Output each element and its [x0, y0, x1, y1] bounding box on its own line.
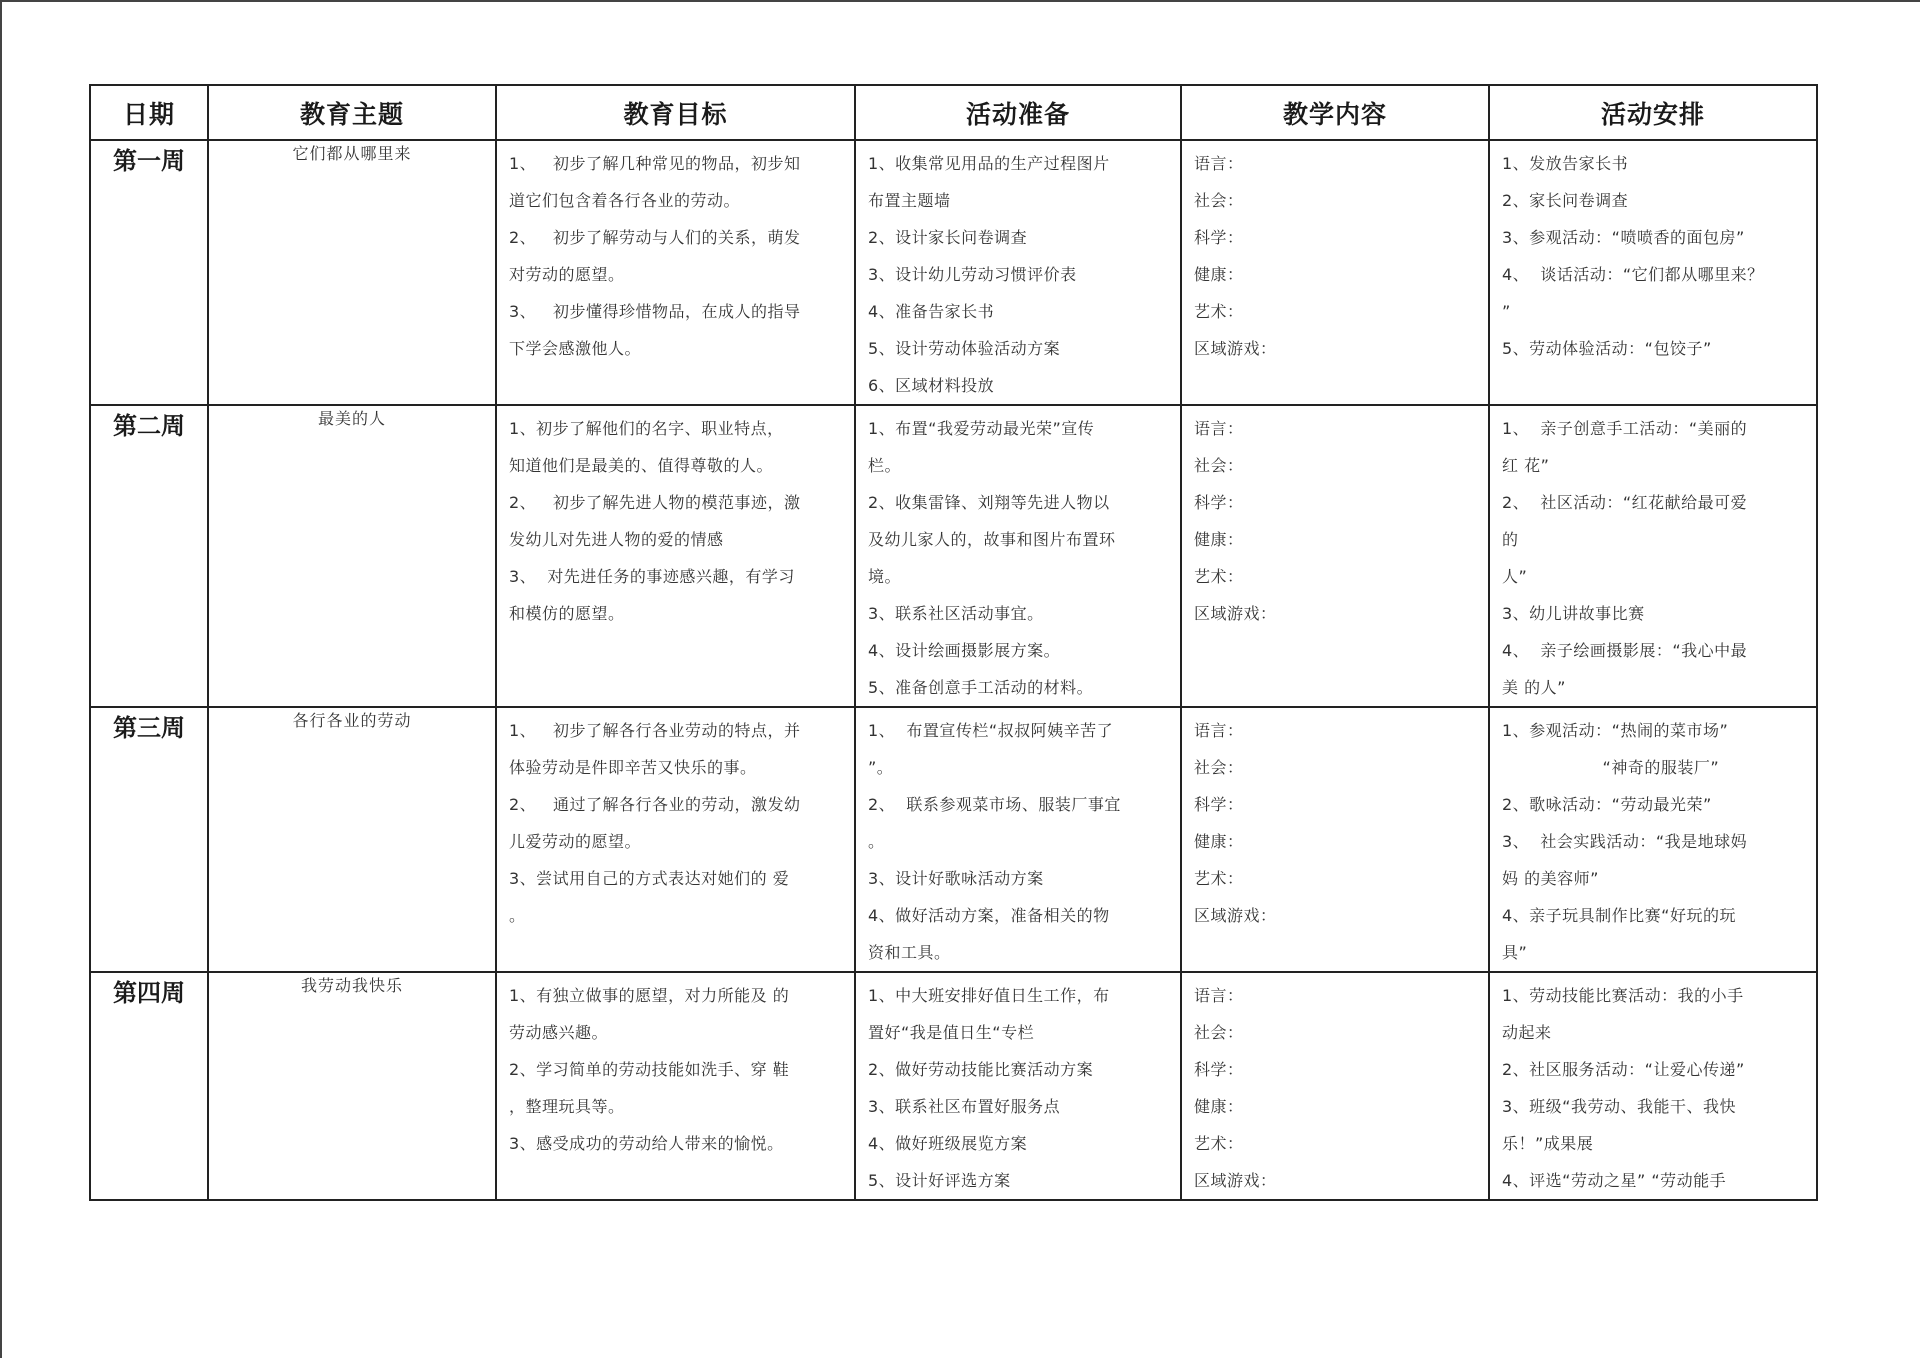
text-line: 2、歌咏活动：“劳动最光荣” [1502, 795, 1712, 814]
text-line: 艺术： [1194, 869, 1244, 888]
content-cell [1181, 140, 1489, 405]
text-line: 语言： [1194, 154, 1244, 173]
content-cell [1181, 707, 1489, 972]
text-line: 2、 社区活动：“红花献给最可爱 [1502, 493, 1748, 512]
arrangement-cell [1489, 972, 1817, 1200]
text-line: 3、联系社区活动事宜。 [868, 604, 1044, 623]
text-line: 的 [1502, 530, 1519, 549]
goals-cell-lines [497, 973, 854, 1162]
text-line: 境。 [868, 567, 902, 586]
text-line: 科学： [1194, 1060, 1244, 1079]
text-line: 区域游戏： [1194, 1171, 1277, 1190]
text-line: 2、 初步了解劳动与人们的关系，萌发 [509, 228, 801, 247]
text-line: 知道他们是最美的、值得尊敬的人。 [509, 456, 774, 475]
theme-cell: 最美的人 [208, 405, 496, 707]
text-line: 3、 社会实践活动：“我是地球妈 [1502, 832, 1748, 851]
goals-cell [496, 972, 855, 1200]
text-line: 5、劳动体验活动：“包饺子” [1502, 339, 1712, 358]
text-line: 和模仿的愿望。 [509, 604, 625, 623]
header-row [90, 85, 1817, 140]
week-row [90, 405, 1817, 707]
text-line: 及幼儿家人的，故事和图片布置环 [868, 530, 1116, 549]
text-line: 对劳动的愿望。 [509, 265, 625, 284]
text-line: 社会： [1194, 191, 1244, 210]
text-line: 1、中大班安排好值日生工作，布 [868, 986, 1110, 1005]
text-line: 4、 亲子绘画摄影展：“我心中最 [1502, 641, 1748, 660]
text-line: 4、准备告家长书 [868, 302, 995, 321]
header-arrangement: 活动安排 [1489, 85, 1817, 140]
goals-cell [496, 140, 855, 405]
text-line: 2、 初步了解先进人物的模范事迹，激 [509, 493, 801, 512]
text-line: 3、设计幼儿劳动习惯评价表 [868, 265, 1077, 284]
header-date: 日期 [90, 85, 208, 140]
text-line: 3、 对先进任务的事迹感兴趣，有学习 [509, 567, 795, 586]
content-cell-lines [1182, 708, 1488, 934]
text-line: 4、亲子玩具制作比赛“好玩的玩 [1502, 906, 1736, 925]
week-label: 第一周 [90, 140, 208, 405]
text-line: 语言： [1194, 419, 1244, 438]
text-line: 下学会感激他人。 [509, 339, 642, 358]
week-row [90, 140, 1817, 405]
text-line: 1、布置“我爱劳动最光荣”宣传 [868, 419, 1095, 438]
arrangement-cell-lines [1490, 141, 1816, 367]
preparation-cell [855, 707, 1181, 972]
arrangement-cell-lines [1490, 406, 1816, 706]
preparation-cell-lines [856, 141, 1180, 404]
text-line: 1、有独立做事的愿望，对力所能及 的 [509, 986, 790, 1005]
text-line: 1、 亲子创意手工活动：“美丽的 [1502, 419, 1748, 438]
text-line: 3、班级“我劳动、我能干、我快 [1502, 1097, 1736, 1116]
text-line: 社会： [1194, 758, 1244, 777]
text-line: 健康： [1194, 530, 1244, 549]
text-line: 道它们包含着各行各业的劳动。 [509, 191, 741, 210]
text-line: 社会： [1194, 456, 1244, 475]
text-line: 。 [868, 832, 885, 851]
text-line: 2、社区服务活动：“让爱心传递” [1502, 1060, 1745, 1079]
text-line: 6、区域材料投放 [868, 376, 995, 395]
text-line: 劳动感兴趣。 [509, 1023, 609, 1042]
text-line: 动起来 [1502, 1023, 1552, 1042]
text-line: 置好“我是值日生“专栏 [868, 1023, 1035, 1042]
text-line: 乐！”成果展 [1502, 1134, 1594, 1153]
text-line: 区域游戏： [1194, 339, 1277, 358]
text-line: 3、设计好歌咏活动方案 [868, 869, 1044, 888]
text-line: 区域游戏： [1194, 604, 1277, 623]
text-line: 体验劳动是件即辛苦又快乐的事。 [509, 758, 757, 777]
text-line: ” [1502, 302, 1511, 321]
arrangement-cell-lines [1490, 708, 1816, 971]
text-line: 1、发放告家长书 [1502, 154, 1629, 173]
text-line: 5、设计好评选方案 [868, 1171, 1011, 1190]
text-line: 美 的人” [1502, 678, 1566, 697]
preparation-cell [855, 972, 1181, 1200]
goals-cell-lines [497, 141, 854, 367]
text-line: 1、 初步了解各行各业劳动的特点，并 [509, 721, 801, 740]
week-label: 第三周 [90, 707, 208, 972]
text-line: 。 [509, 906, 526, 925]
text-line: 儿爱劳动的愿望。 [509, 832, 642, 851]
header-goals: 教育目标 [496, 85, 855, 140]
text-line: 1、初步了解他们的名字、职业特点， [509, 419, 784, 438]
content-cell-lines [1182, 406, 1488, 632]
text-line: 栏。 [868, 456, 902, 475]
text-line: 3、联系社区布置好服务点 [868, 1097, 1061, 1116]
text-line: 语言： [1194, 986, 1244, 1005]
text-line: 4、 谈话活动：“它们都从哪里来？ [1502, 265, 1764, 284]
text-line: 5、设计劳动体验活动方案 [868, 339, 1061, 358]
weekly-plan-table [89, 84, 1818, 1201]
text-line: 2、 联系参观菜市场、服装厂事宜 [868, 795, 1121, 814]
text-line: 2、 通过了解各行各业的劳动，激发幼 [509, 795, 801, 814]
arrangement-cell [1489, 405, 1817, 707]
theme-cell: 各行各业的劳动 [208, 707, 496, 972]
text-line: 红 花” [1502, 456, 1550, 475]
text-line: 3、尝试用自己的方式表达对她们的 爱 [509, 869, 790, 888]
preparation-cell-lines [856, 406, 1180, 706]
text-line: 2、学习简单的劳动技能如洗手、穿 鞋 [509, 1060, 790, 1079]
text-line: 发幼儿对先进人物的爱的情感 [509, 530, 724, 549]
text-line: 具” [1502, 943, 1528, 962]
text-line: 2、家长问卷调查 [1502, 191, 1629, 210]
text-line: 区域游戏： [1194, 906, 1277, 925]
text-line: ”。 [868, 758, 894, 777]
text-line: 妈 的美容师” [1502, 869, 1599, 888]
preparation-cell [855, 405, 1181, 707]
content-cell-lines [1182, 141, 1488, 367]
preparation-cell-lines [856, 973, 1180, 1199]
text-line: 科学： [1194, 228, 1244, 247]
text-line: 4、做好班级展览方案 [868, 1134, 1028, 1153]
text-line: “神奇的服装厂” [1502, 758, 1720, 777]
text-line: 4、评选“劳动之星” “劳动能手 [1502, 1171, 1727, 1190]
text-line: 1、劳动技能比赛活动：我的小手 [1502, 986, 1744, 1005]
content-cell-lines [1182, 973, 1488, 1199]
text-line: 资和工具。 [868, 943, 951, 962]
goals-cell-lines [497, 708, 854, 934]
text-line: 健康： [1194, 265, 1244, 284]
text-line: 艺术： [1194, 302, 1244, 321]
week-label: 第四周 [90, 972, 208, 1200]
theme-cell: 它们都从哪里来 [208, 140, 496, 405]
text-line: 1、收集常见用品的生产过程图片 [868, 154, 1110, 173]
week-row [90, 972, 1817, 1200]
text-line: 科学： [1194, 795, 1244, 814]
header-preparation: 活动准备 [855, 85, 1181, 140]
text-line: 社会： [1194, 1023, 1244, 1042]
arrangement-cell [1489, 140, 1817, 405]
text-line: 2、设计家长问卷调查 [868, 228, 1028, 247]
text-line: 4、做好活动方案，准备相关的物 [868, 906, 1110, 925]
text-line: 人” [1502, 567, 1528, 586]
text-line: 3、参观活动：“喷喷香的面包房” [1502, 228, 1745, 247]
text-line: 1、参观活动：“热闹的菜市场” [1502, 721, 1729, 740]
text-line: 1、 布置宣传栏“叔叔阿姨辛苦了 [868, 721, 1114, 740]
text-line: ，整理玩具等。 [509, 1097, 625, 1116]
text-line: 3、感受成功的劳动给人带来的愉悦。 [509, 1134, 784, 1153]
goals-cell [496, 405, 855, 707]
text-line: 3、 初步懂得珍惜物品，在成人的指导 [509, 302, 801, 321]
preparation-cell-lines [856, 708, 1180, 971]
goals-cell [496, 707, 855, 972]
content-cell [1181, 972, 1489, 1200]
text-line: 语言： [1194, 721, 1244, 740]
week-label: 第二周 [90, 405, 208, 707]
week-row [90, 707, 1817, 972]
header-theme: 教育主题 [208, 85, 496, 140]
header-content: 教学内容 [1181, 85, 1489, 140]
text-line: 布置主题墙 [868, 191, 951, 210]
text-line: 4、设计绘画摄影展方案。 [868, 641, 1061, 660]
text-line: 5、准备创意手工活动的材料。 [868, 678, 1094, 697]
text-line: 2、收集雷锋、刘翔等先进人物以 [868, 493, 1110, 512]
preparation-cell [855, 140, 1181, 405]
theme-cell: 我劳动我快乐 [208, 972, 496, 1200]
content-cell [1181, 405, 1489, 707]
arrangement-cell-lines [1490, 973, 1816, 1199]
text-line: 健康： [1194, 1097, 1244, 1116]
text-line: 科学： [1194, 493, 1244, 512]
text-line: 艺术： [1194, 567, 1244, 586]
arrangement-cell [1489, 707, 1817, 972]
text-line: 艺术： [1194, 1134, 1244, 1153]
text-line: 1、 初步了解几种常见的物品，初步知 [509, 154, 801, 173]
text-line: 3、幼儿讲故事比赛 [1502, 604, 1645, 623]
goals-cell-lines [497, 406, 854, 632]
text-line: 健康： [1194, 832, 1244, 851]
text-line: 2、做好劳动技能比赛活动方案 [868, 1060, 1094, 1079]
